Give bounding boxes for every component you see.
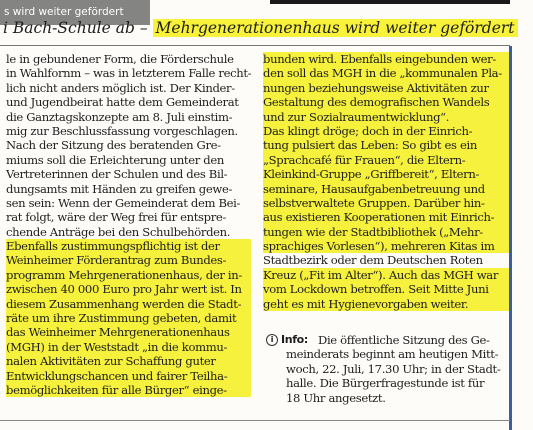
text-line: diesem Zusammenhang werden die Stadt- xyxy=(6,297,251,311)
info-line: woch, 22. Juli, 17.30 Uhr; in der Stadt- xyxy=(286,361,501,376)
text-line: le in gebundener Form, die Förderschule xyxy=(6,52,234,66)
text-line: dungsamts mit Händen zu greifen gewe- xyxy=(6,181,233,196)
text-line: nalen Aktivitäten zur Schaffung guter xyxy=(6,354,251,368)
text-line: Ebenfalls zustimmungspflichtig ist der xyxy=(6,239,251,253)
text-line: „Sprachcafé für Frauen“, die Eltern- xyxy=(263,153,510,167)
text-line: räte um ihre Zustimmung gebeten, damit xyxy=(6,311,251,325)
article-column-left xyxy=(6,52,251,397)
page-edge-border xyxy=(509,46,512,430)
article-column-right xyxy=(263,52,510,311)
text-line: aus existieren Kooperationen mit Einrich- xyxy=(263,210,510,224)
info-line: meinderats beginnt am heutigen Mitt- xyxy=(286,347,499,362)
text-line: Das klingt dröge; doch in der Einrich- xyxy=(263,124,510,138)
info-label: Info: xyxy=(281,333,308,346)
text-line: (MGH) in der Weststadt „in die kommu- xyxy=(6,340,251,354)
text-line: mig zur Beschlussfassung vorgeschlagen. xyxy=(6,123,238,138)
info-text xyxy=(266,333,510,405)
text-line: selbstverwaltete Gruppen. Darüber hin- xyxy=(263,196,510,210)
text-line: zwischen 40 000 Euro pro Jahr wert ist. In xyxy=(6,282,251,296)
text-line: und zur Sozialraumentwicklung“. xyxy=(263,110,510,124)
text-line: Kleinkind-Gruppe „Griffbereit“, Eltern- xyxy=(263,167,510,181)
text-line: tung pulsiert das Leben: So gibt es ein xyxy=(263,138,510,152)
text-line: bunden wird. Ebenfalls eingebunden wer- xyxy=(263,52,510,66)
text-line: den soll das MGH in die „kommunalen Pla- xyxy=(263,66,510,80)
info-line: 18 Uhr angesetzt. xyxy=(286,390,386,405)
headline-prefix: i Bach-Schule ab – xyxy=(3,19,148,37)
bottom-rule xyxy=(0,420,510,421)
text-line: miums soll die Erleichterung unter den xyxy=(6,152,224,167)
info-line: Die öffentliche Sitzung des Ge- xyxy=(318,333,490,347)
text-line: seminare, Hausaufgabenbetreuung und xyxy=(263,182,510,196)
text-line: rat folgt, wäre der Weg frei für entspre- xyxy=(6,210,227,225)
text-line: in Wahlfornm – was in letzterem Falle recht- xyxy=(6,66,251,81)
text-line: bemöglichkeiten für alle Bürger“ einge- xyxy=(6,383,251,397)
text-line: das Weinheimer Mehrgenerationenhaus xyxy=(6,325,251,339)
text-line: Entwicklungschancen und fairer Teilha- xyxy=(6,369,251,383)
text-line: Nach der Sitzung des beratenden Gre- xyxy=(6,138,221,153)
headline-rule xyxy=(0,45,510,46)
article-headline xyxy=(3,17,515,43)
text-line: Kreuz („Fit im Alter“). Auch das MGH war xyxy=(263,268,510,282)
info-icon: i xyxy=(266,334,278,346)
text-line: chende Anträge bei den Schulbehörden. xyxy=(6,224,231,239)
text-line: programm Mehrgenerationenhaus, der in- xyxy=(6,268,251,282)
text-line: Gestaltung des demografischen Wandels xyxy=(263,95,510,109)
cropped-headline-remnant xyxy=(270,0,510,4)
text-line: die Ganztagskonzepte am 8. Juli einstim- xyxy=(6,109,233,124)
text-line: tungen wie der Stadtbibliothek („Mehr- xyxy=(263,225,510,239)
text-line: lich nicht anders möglich ist. Der Kinder- xyxy=(6,80,235,95)
text-line: vom Lockdown betroffen. Seit Mitte Juni xyxy=(263,282,510,296)
text-line: Stadtbezirk oder dem Deutschen Roten xyxy=(263,253,483,268)
text-line: geht es mit Hygienevorgaben weiter. xyxy=(263,297,510,311)
text-line: Weinheimer Förderantrag zum Bundes- xyxy=(6,253,251,267)
text-line: nungen beziehungsweise Aktivitäten zur xyxy=(263,81,510,95)
caption-overlay: s wird weiter gefördert xyxy=(0,0,150,25)
headline-highlight: Mehrgenerationenhaus wird weiter gefördert xyxy=(153,19,518,37)
text-line: und Jugendbeirat hatte dem Gemeinderat xyxy=(6,95,239,110)
text-line: sprachiges Vorlesen“), mehreren Kitas im xyxy=(263,239,510,253)
text-line: Vertreterinnen der Schulen und des Bil- xyxy=(6,167,228,182)
info-line: halle. Die Bürgerfragestunde ist für xyxy=(286,376,485,391)
text-line: sen sein: Wenn der Gemeinderat dem Bei- xyxy=(6,195,241,210)
